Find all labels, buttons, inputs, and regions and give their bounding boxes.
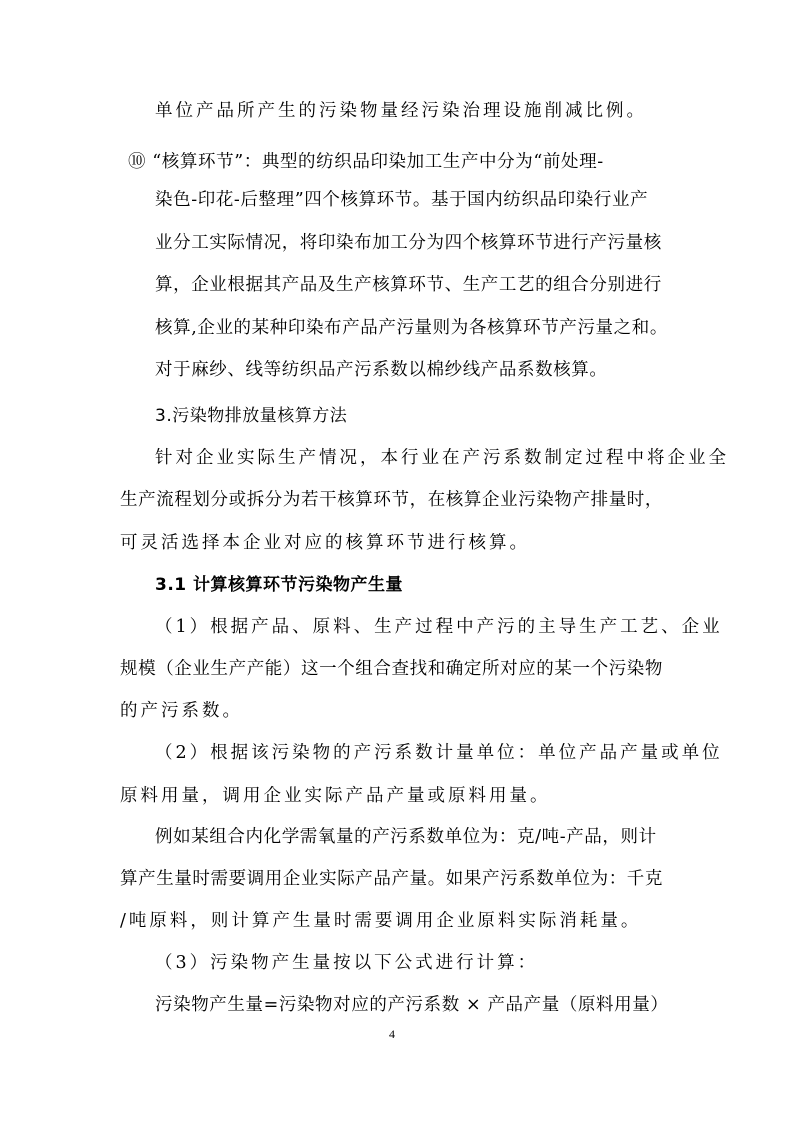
- text-line-16: （2）根据该污染物的产污系数计量单位：单位产品产量或单位: [155, 743, 723, 763]
- text-line-9: 针对企业实际生产情况，本行业在产污系数制定过程中将企业全: [155, 448, 729, 468]
- text-line-20: /吨原料，则计算产生量时需要调用企业原料实际消耗量。: [120, 911, 642, 931]
- text-line-5: 算，企业根据其产品及生产核算环节、生产工艺的组合分别进行: [155, 275, 662, 295]
- text-line-10: 生产流程划分或拆分为若干核算环节，在核算企业污染物产排量时，: [120, 490, 663, 510]
- text-line-14: 规模（企业生产产能）这一个组合查找和确定所对应的某一个污染物: [120, 659, 663, 679]
- subsection-heading-3-1: 3.1 计算核算环节污染物产生量: [155, 575, 404, 595]
- text-line-1: 单位产品所产生的污染物量经污染治理设施削减比例。: [155, 101, 647, 121]
- text-line-6: 核算,企业的某种印染布产品产污量则为各核算环节产污量之和。: [155, 318, 668, 338]
- page-number: 4: [389, 1027, 395, 1041]
- text-line-21: （3）污染物产生量按以下公式进行计算：: [155, 953, 539, 973]
- text-line-2: ⑩ “核算环节”：典型的纺织品印染加工生产中分为“前处理-: [128, 152, 604, 172]
- text-line-7: 对于麻纱、线等纺织品产污系数以棉纱线产品系数核算。: [155, 360, 608, 380]
- formula-line: 污染物产生量=污染物对应的产污系数 × 产品产量（原料用量）: [155, 995, 669, 1015]
- text-line-11: 可灵活选择本企业对应的核算环节进行核算。: [120, 533, 530, 553]
- text-line-4: 业分工实际情况，将印染布加工分为四个核算环节进行产污量核: [155, 233, 662, 253]
- section-heading-3: 3.污染物排放量核算方法: [155, 406, 348, 426]
- text-line-18: 例如某组合内化学需氧量的产污系数单位为：克/吨-产品，则计: [155, 827, 657, 847]
- text-line-17: 原料用量，调用企业实际产品产量或原料用量。: [120, 786, 551, 806]
- text-line-13: （1）根据产品、原料、生产过程中产污的主导生产工艺、企业: [155, 617, 723, 637]
- text-line-19: 算产生量时需要调用企业实际产品产量。如果产污系数单位为：千克: [120, 869, 663, 889]
- text-line-15: 的产污系数。: [120, 701, 243, 721]
- text-line-3: 染色-印花-后整理”四个核算环节。基于国内纺织品印染行业产: [155, 190, 649, 210]
